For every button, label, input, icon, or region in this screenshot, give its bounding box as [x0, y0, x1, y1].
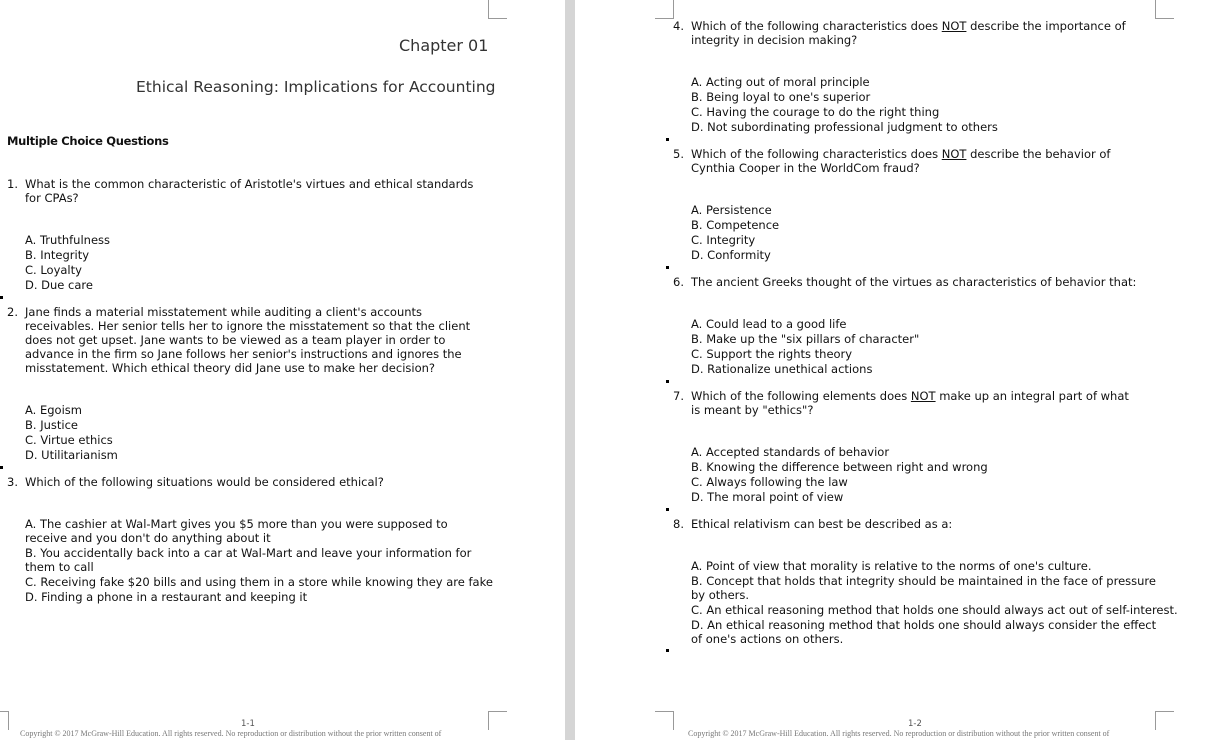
- answer-option: A. Truthfulness: [25, 233, 111, 247]
- question-number: 8.: [673, 517, 684, 531]
- question-number: 2.: [7, 305, 18, 319]
- answer-option: B. Competence: [691, 218, 780, 232]
- answer-option: C. Always following the law: [691, 475, 848, 489]
- answer-option: A. Persistence: [691, 203, 772, 217]
- page-number: 1-1: [241, 719, 255, 729]
- page-number: 1-2: [908, 719, 922, 729]
- answer-option: D. Due care: [25, 278, 93, 292]
- paragraph-mark: [666, 508, 669, 511]
- answer-option: C. Integrity: [691, 233, 756, 247]
- paragraph-mark: [666, 649, 669, 652]
- answer-option: C. An ethical reasoning method that holds one should always act out of self-interest.: [691, 603, 1178, 617]
- question-text-part: describe the behavior of Cynthia Cooper in the WorldCom fraud?: [691, 147, 1111, 175]
- copyright-footer: Copyright © 2017 McGraw-Hill Education. All rights reserved. No reproduction or distribution without the prior written consent of: [688, 729, 1110, 738]
- answer-option: D. An ethical reasoning method that holds one should always consider the effect of one's actions on others.: [691, 618, 1157, 646]
- corner-mark: [1155, 711, 1174, 730]
- answer-option: C. Having the courage to do the right thing: [691, 105, 940, 119]
- answer-option: A. Acting out of moral principle: [691, 75, 870, 89]
- question-text: Which of the following situations would be considered ethical?: [25, 475, 384, 489]
- answer-option: D. Finding a phone in a restaurant and keeping it: [25, 590, 308, 604]
- answer-option: C. Loyalty: [25, 263, 82, 277]
- document-page-2: [575, 0, 1205, 740]
- question-text-part: make up an integral part of what is meant by "ethics"?: [691, 389, 1129, 417]
- answer-option: A. Point of view that morality is relative to the norms of one's culture.: [691, 559, 1092, 573]
- copyright-footer: Copyright © 2017 McGraw-Hill Education. All rights reserved. No reproduction or distribution without the prior written consent of: [20, 729, 442, 738]
- question-text-part: Which of the following characteristics does: [691, 147, 942, 161]
- answer-option: B. Make up the "six pillars of character": [691, 332, 920, 346]
- question-text-part: Which of the following characteristics does: [691, 19, 942, 33]
- question-number: 5.: [673, 147, 684, 161]
- not-emphasis: NOT: [910, 389, 936, 403]
- question-text: Ethical relativism can best be described as a:: [691, 517, 953, 531]
- answer-option: D. Not subordinating professional judgment to others: [691, 120, 998, 134]
- paragraph-mark: [666, 380, 669, 383]
- answer-option: C. Receiving fake $20 bills and using them in a store while knowing they are fake: [25, 575, 493, 589]
- not-emphasis: NOT: [941, 19, 967, 33]
- answer-option: B. Knowing the difference between right and wrong: [691, 460, 988, 474]
- corner-mark: [488, 0, 507, 19]
- question-number: 1.: [7, 177, 18, 191]
- corner-mark: [655, 0, 674, 19]
- answer-option: A. Could lead to a good life: [691, 317, 847, 331]
- answer-option: A. The cashier at Wal-Mart gives you $5 more than you were supposed to receive and you don't do anything about it: [25, 517, 448, 545]
- question-text: [691, 147, 1146, 175]
- answer-option: D. Conformity: [691, 248, 771, 262]
- section-heading: Multiple Choice Questions: [7, 134, 169, 148]
- question-text: [691, 389, 1131, 417]
- paragraph-mark: [666, 266, 669, 269]
- answer-option: B. Concept that holds that integrity should be maintained in the face of pressure by others.: [691, 574, 1156, 602]
- corner-mark: [1155, 0, 1174, 19]
- question-number: 6.: [673, 275, 684, 289]
- not-emphasis: NOT: [941, 147, 967, 161]
- question-text: What is the common characteristic of Aristotle's virtues and ethical standards for CPAs?: [25, 177, 474, 205]
- paragraph-mark: [666, 138, 669, 141]
- chapter-subtitle: Ethical Reasoning: Implications for Accounting: [136, 78, 496, 96]
- document-page-1: [0, 0, 565, 740]
- answer-option: A. Egoism: [25, 403, 82, 417]
- answer-option: B. You accidentally back into a car at Wal-Mart and leave your information for them to call: [25, 546, 472, 574]
- answer-option: D. The moral point of view: [691, 490, 844, 504]
- answer-option: B. Integrity: [25, 248, 90, 262]
- answer-option: B. Justice: [25, 418, 78, 432]
- question-number: 4.: [673, 19, 684, 33]
- chapter-title: Chapter 01: [399, 36, 489, 55]
- answer-option: C. Virtue ethics: [25, 433, 113, 447]
- answer-option: D. Utilitarianism: [25, 448, 118, 462]
- answer-option: A. Accepted standards of behavior: [691, 445, 890, 459]
- corner-mark: [655, 711, 674, 730]
- question-text-part: describe the importance of integrity in decision making?: [691, 19, 1126, 47]
- question-text: Jane finds a material misstatement while auditing a client's accounts receivables. Her senior tells her to ignore the misstatement so that the client does not get upset. Jane wants to be viewed as a team player in order to advance in the firm so Jane follows her senior's instructions and ignores the misstatement. Which ethical theory did Jane use to make her decision?: [25, 305, 471, 375]
- corner-mark: [0, 711, 9, 730]
- question-text: [691, 19, 1156, 47]
- question-number: 3.: [7, 475, 18, 489]
- question-text-part: Which of the following elements does: [691, 389, 911, 403]
- answer-option: B. Being loyal to one's superior: [691, 90, 871, 104]
- answer-option: D. Rationalize unethical actions: [691, 362, 873, 376]
- corner-mark: [488, 711, 507, 730]
- paragraph-mark: [0, 466, 3, 469]
- question-number: 7.: [673, 389, 684, 403]
- paragraph-mark: [0, 296, 3, 299]
- question-text: The ancient Greeks thought of the virtues as characteristics of behavior that:: [691, 275, 1137, 289]
- answer-option: C. Support the rights theory: [691, 347, 853, 361]
